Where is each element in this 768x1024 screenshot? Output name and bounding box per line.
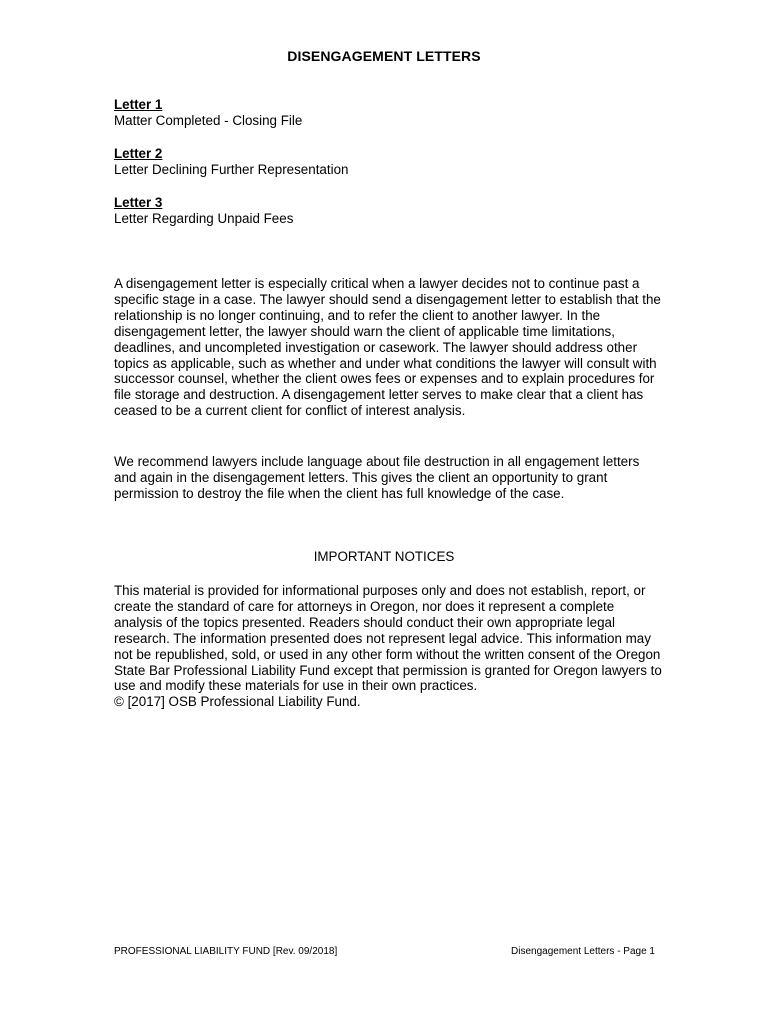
letter-heading: Letter 3 [114,195,163,210]
letter-item-2 [114,146,674,178]
letter-item-1 [114,97,674,129]
letter-description: Letter Regarding Unpaid Fees [114,211,294,226]
letter-list [114,97,674,244]
notices-section [114,583,662,710]
page-title: DISENGAGEMENT LETTERS [287,48,481,64]
letter-description: Letter Declining Further Representation [114,162,349,177]
letter-item-3 [114,195,674,227]
letter-description: Matter Completed - Closing File [114,113,303,128]
page-footer [114,946,655,957]
letter-heading: Letter 2 [114,146,163,161]
copyright-line: © [2017] OSB Professional Liability Fund. [114,694,361,710]
intro-paragraph: A disengagement letter is especially critical when a lawyer decides not to continue past a specific stage in a case. The lawyer should send a disengagement letter to establish that the relationship is no longer continuing, and to refer the client to another lawyer. In the disengagement letter, the lawyer should warn the client of applicable time limitations, deadlines, and uncompleted investigation or casework. The lawyer should address other topics as applicable, such as whether and under what conditions the lawyer will consult with successor counsel, whether the client owes fees or expenses and to explain procedures for file storage and destruction. A disengagement letter serves to make clear that a client has ceased to be a current client for conflict of interest analysis. [114,276,661,419]
notices-heading: IMPORTANT NOTICES [313,549,455,564]
letter-heading: Letter 1 [114,97,163,112]
footer-left: PROFESSIONAL LIABILITY FUND [Rev. 09/2018] [114,946,338,957]
footer-right: Disengagement Letters - Page 1 [511,946,655,957]
recommendation-paragraph: We recommend lawyers include language about file destruction in all engagement letters and again in the disengagement letters. This gives the client an opportunity to grant permission to destroy the file when the client has full knowledge of the case. [114,454,640,501]
notices-body: This material is provided for informational purposes only and does not establish, report, or create the standard of care for attorneys in Oregon, nor does it represent a complete analysis of the topics presented. Readers should conduct their own appropriate legal research. The information presented does not represent legal advice. This information may not be republished, sold, or used in any other form without the written consent of the Oregon State Bar Professional Liability Fund except that permission is granted for Oregon lawyers to use and modify these materials for use in their own practices. [114,583,662,694]
